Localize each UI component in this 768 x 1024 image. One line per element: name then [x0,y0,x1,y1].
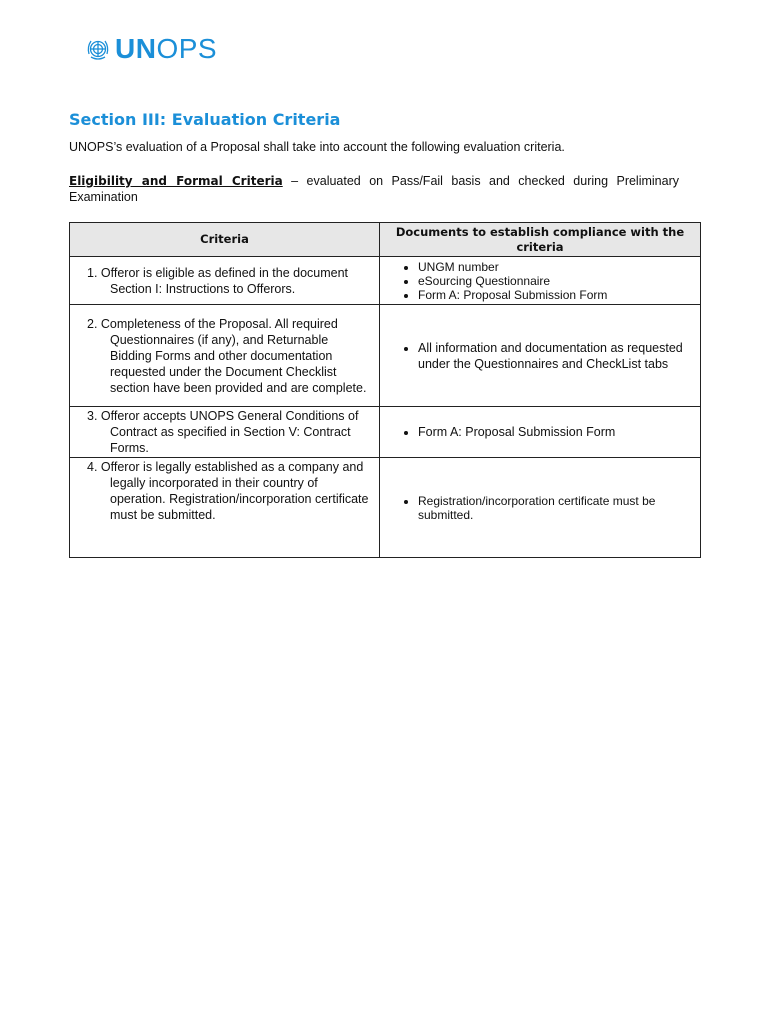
documents-list [388,424,692,440]
criteria-column-header: Criteria [70,223,380,257]
intro-text: UNOPS’s evaluation of a Proposal shall take into account the following evaluation criteria. [69,140,565,154]
eligibility-paragraph [69,173,679,205]
criterion-cell [70,458,380,558]
un-emblem-icon [84,35,112,63]
table-row [70,458,701,558]
document-item: • Form A: Proposal Submission Form [418,424,692,440]
document-item: • eSourcing Questionnaire [418,274,692,288]
document-item: • UNGM number [418,260,692,274]
criterion-cell [70,407,380,458]
documents-cell [380,458,701,558]
documents-cell [380,305,701,407]
criterion-cell [70,305,380,407]
document-item: • Form A: Proposal Submission Form [418,288,692,302]
eligibility-text: – evaluated on Pass/Fail basis and checked during Preliminary Examination [69,174,679,204]
documents-list [388,260,692,302]
table-row [70,407,701,458]
section-title: Section III: Evaluation Criteria [69,110,341,129]
table-row [70,305,701,407]
documents-list [388,494,692,522]
logo-wordmark: UNOPS [115,33,218,64]
criterion-text: 2. Completeness of the Proposal. All required Questionnaires (if any), and Returnable Bidding Forms and other documentation requested under the Document Checklist section have been provided and are complete. [87,316,367,395]
criterion-text: 4. Offeror is legally established as a company and legally incorporated in their country of operation. Registration/incorporation certificate must be submitted. [87,460,369,522]
evaluation-criteria-table [69,222,701,558]
documents-cell [380,407,701,458]
documents-list [388,340,692,372]
criterion-text: 1. Offeror is eligible as defined in the document Section I: Instructions to Offerors. [87,265,349,296]
criterion-text: 3. Offeror accepts UNOPS General Conditions of Contract as specified in Section V: Contract Forms. [87,409,359,455]
table-row [70,257,701,305]
unops-logo [84,34,217,64]
documents-cell [380,257,701,305]
document-item: • All information and documentation as requested under the Questionnaires and CheckList tabs [418,340,692,372]
criterion-cell [70,257,380,305]
table-header-row [70,223,701,257]
eligibility-heading: Eligibility and Formal Criteria [69,174,283,188]
documents-column-header: Documents to establish compliance with the criteria [380,223,701,257]
document-item: • Registration/incorporation certificate must be submitted. [418,494,692,522]
